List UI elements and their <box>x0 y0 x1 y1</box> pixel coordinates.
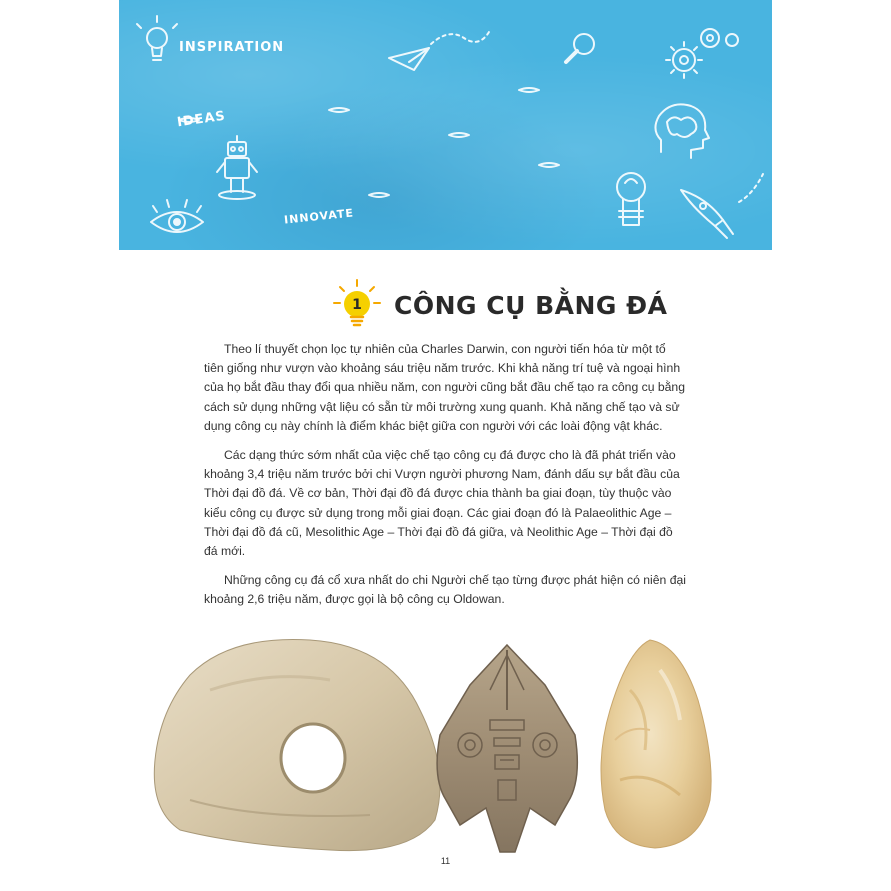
stone-tools-illustration <box>150 630 740 855</box>
carved-arrowhead <box>437 645 577 852</box>
section-title: CÔNG CỤ BẰNG ĐÁ <box>394 290 668 320</box>
eye-icon <box>151 200 203 232</box>
paragraph-3: Những công cụ đá cổ xưa nhất do chi Người chế tạo từng được phát hiện có niên đại khoảng 2,6 triệu năm, được gọi là bộ công cụ Oldowan. <box>204 573 686 607</box>
banner-doodles <box>119 0 772 250</box>
lightbulb-icon <box>137 16 177 60</box>
section-number: 1 <box>352 297 362 313</box>
section-number-badge <box>332 277 382 333</box>
idea-tree-icon <box>617 173 645 225</box>
rocket-icon <box>681 174 763 238</box>
paragraph-1: Theo lí thuyết chọn lọc tự nhiên của Charles Darwin, con người tiến hóa từ một tổ tiên giống như vượn vào khoảng sáu triệu năm trước. Khi khả năng trí tuệ và ngoại hình của họ bắt đầu thay đổi qua nhiều năm, con người cũng bắt đầu chế tạo ra công cụ bằng cách sử dụng những vật liệu có sẵn từ môi trường xung quanh. Khả năng chế tạo và sử dụng công cụ này chính là điểm khác biệt giữa con người với các loài động vật khác. <box>204 342 685 433</box>
stone-with-hole <box>154 639 440 850</box>
paragraph-2: Các dạng thức sớm nhất của việc chế tạo công cụ đá được cho là đã phát triển vào khoảng 3,4 triệu năm trước bởi chi Vượn người phương Nam, đánh dấu sự bắt đầu của Thời đại đồ đá. Về cơ bản, Thời đại đồ đá được chia thành ba giai đoạn, tùy thuộc vào kiểu công cụ được sử dụng trong mỗi giai đoạn. Các giai đoạn đó là Palaeolithic Age – Thời đại đồ đá cũ, Mesolithic Age – Thời đại đồ đá giữa, và Neolithic Age – Thời đại đồ đá mới. <box>204 448 680 559</box>
page-number: 11 <box>440 856 451 866</box>
ideas-word: IDEAS <box>176 108 227 131</box>
header-banner <box>119 0 772 250</box>
magnifier-icon <box>566 34 594 62</box>
flint-handaxe <box>601 640 711 848</box>
inspiration-word: INSPIRATION <box>179 40 285 55</box>
robot-icon <box>217 136 257 199</box>
innovate-word: INNOVATE <box>283 206 355 227</box>
gears-icon <box>666 29 738 78</box>
section-heading <box>332 277 667 333</box>
body-text <box>204 340 688 620</box>
paper-plane-icon <box>389 32 489 70</box>
head-brain-icon <box>655 104 709 158</box>
